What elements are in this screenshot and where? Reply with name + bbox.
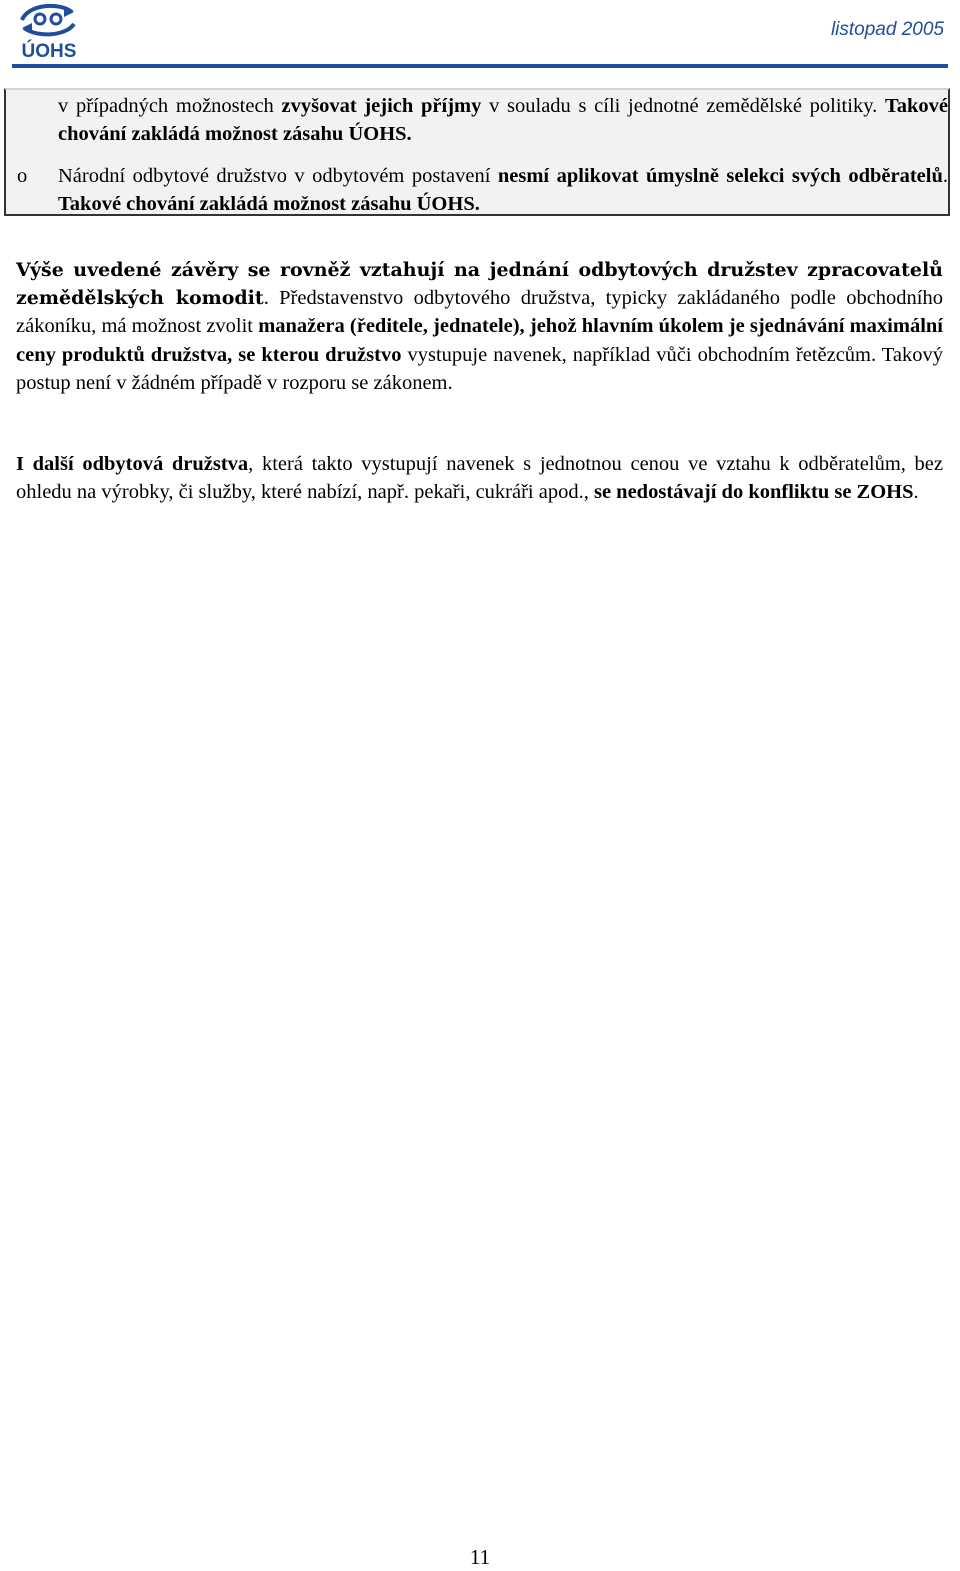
bullet-item-continued	[58, 92, 948, 148]
page-number: 11	[469, 1545, 491, 1569]
text-run: v souladu s cíli jednotné zemědělské politiky.	[481, 95, 885, 117]
paragraph-cooperatives	[16, 256, 943, 397]
bold-run: se nedostávají do konfliktu se ZOHS	[593, 481, 914, 504]
text-run: , která takto vystupují navenek s jednotnou cenou ve vztahu k odběratelům, bez ohledu na výrobky, či služby, které nabízí, např. pekaři, cukráři apod.	[16, 453, 943, 504]
text-run: ,	[583, 481, 594, 504]
bold-run: manažera (ředitele, jednatele), jehož hlavním úkolem je sjednávání maximální ceny produktů družstva, se kterou družstvo	[16, 315, 943, 366]
text-run: Národní odbytové družstvo v odbytovém postavení	[58, 165, 498, 187]
paragraph-other-cooperatives	[16, 450, 943, 506]
header-date: listopad 2005	[830, 19, 944, 40]
bullet-marker: o	[17, 165, 28, 187]
bold-run: nesmí aplikovat úmyslně selekci svých odběratelů	[497, 165, 943, 187]
text-run: .	[942, 165, 948, 187]
bullet-item	[58, 162, 948, 218]
logo-text: ÚOHS	[21, 41, 77, 60]
bold-run: Takové chování zakládá možnost zásahu ÚOHS.	[58, 95, 948, 145]
highlighted-box	[4, 88, 950, 216]
header-divider	[12, 64, 948, 68]
text-run: . Představenstvo odbytového družstva, typicky zakládaného podle obchodního zákoníku, má možnost zvolit	[16, 287, 943, 338]
bold-run: Výše uvedené závěry se rovněž vztahují na jednání odbytových družstev zpracovatelů zemědělských komodit	[16, 259, 943, 310]
page-header	[0, 0, 960, 70]
text-run: .	[913, 481, 919, 504]
bold-run: Takové chování zakládá možnost zásahu ÚOHS.	[58, 193, 480, 215]
bold-run: zvyšovat jejich příjmy	[281, 95, 482, 117]
text-run: vystupuje navenek, například vůči obchodním řetězcům. Takový postup není v žádném případě v rozporu se zákonem.	[16, 343, 943, 394]
text-run: v případných možnostech	[58, 95, 282, 117]
uohs-logo	[14, 2, 84, 60]
bold-run: I další odbytová družstva	[16, 453, 249, 475]
